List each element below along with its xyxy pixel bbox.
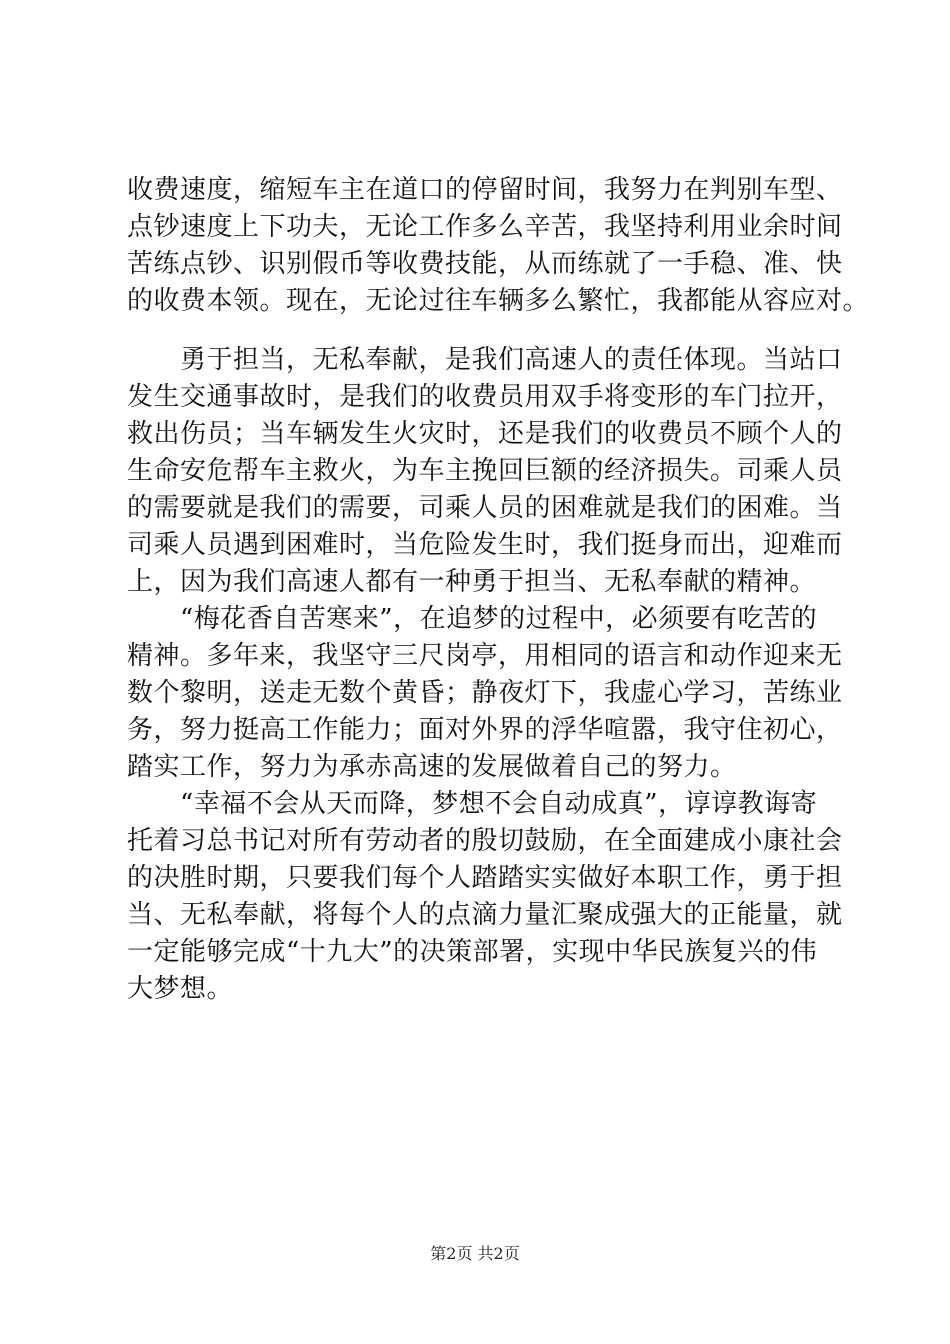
text-line: 司乘人员遇到困难时，当危险发生时，我们挺身而出，迎难而 — [127, 530, 843, 560]
text-line: 的收费本领。现在，无论过往车辆多么繁忙，我都能从容应对。 — [127, 286, 870, 316]
text-line: 收费速度，缩短车主在道口的停留时间，我努力在判别车型、 — [127, 175, 843, 205]
page-footer: 第2页 共2页 — [430, 1244, 520, 1263]
paragraph-block-1 — [127, 172, 870, 320]
paragraph-spacer — [127, 320, 839, 342]
text-line: 一定能够完成“十九大”的决策部署，实现中华民族复兴的伟 — [127, 937, 818, 967]
text-line: 精神。多年来，我坚守三尺岗亭，用相同的语言和动作迎来无 — [127, 641, 843, 671]
text-line: 务，努力挺高工作能力；面对外界的浮华喧嚣，我守住初心， — [127, 715, 843, 745]
text-line: 发生交通事故时，是我们的收费员用双手将变形的车门拉开， — [127, 382, 843, 412]
text-line: 当、无私奉献，将每个人的点滴力量汇聚成强大的正能量，就 — [127, 900, 843, 930]
paragraph-block-2 — [127, 342, 843, 1008]
text-line: 上，因为我们高速人都有一种勇于担当、无私奉献的精神。 — [127, 567, 817, 597]
text-line: 勇于担当，无私奉献，是我们高速人的责任体现。当站口 — [127, 345, 843, 375]
document-body — [127, 172, 870, 1008]
text-line: 的需要就是我们的需要，司乘人员的困难就是我们的困难。当 — [127, 493, 843, 523]
text-line: 的决胜时期，只要我们每个人踏踏实实做好本职工作，勇于担 — [127, 863, 843, 893]
text-line: 大梦想。 — [127, 974, 234, 1004]
text-line: “梅花香自苦寒来”，在追梦的过程中，必须要有吃苦的 — [127, 604, 818, 634]
text-line: 托着习总书记对所有劳动者的殷切鼓励，在全面建成小康社会 — [127, 826, 843, 856]
text-line: 救出伤员；当车辆发生火灾时，还是我们的收费员不顾个人的 — [127, 419, 843, 449]
text-line: “幸福不会从天而降，梦想不会自动成真”，谆谆教诲寄 — [127, 789, 818, 819]
text-line: 生命安危帮车主救火，为车主挽回巨额的经济损失。司乘人员 — [127, 456, 843, 486]
text-line: 踏实工作，努力为承赤高速的发展做着自己的努力。 — [127, 752, 737, 782]
text-line: 数个黎明，送走无数个黄昏；静夜灯下，我虚心学习，苦练业 — [127, 678, 843, 708]
text-line: 苦练点钞、识别假币等收费技能，从而练就了一手稳、准、快 — [127, 249, 843, 279]
text-line: 点钞速度上下功夫，无论工作多么辛苦，我坚持利用业余时间 — [127, 212, 843, 242]
